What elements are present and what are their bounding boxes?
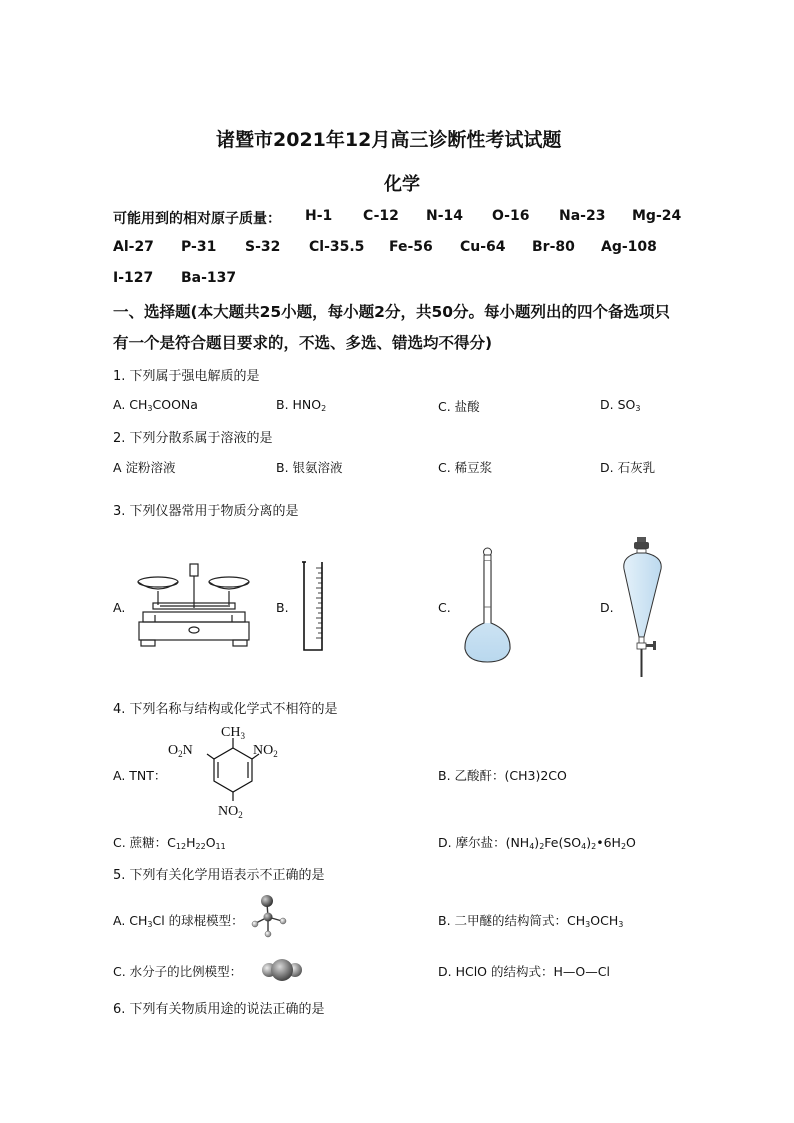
atomic-mass-item: Cu-64 [460, 239, 506, 255]
atomic-mass-item: Ag-108 [601, 239, 657, 255]
tnt-structure [165, 722, 290, 822]
question-5-stem: 5. 下列有关化学用语表示不正确的是 [113, 868, 325, 883]
section-heading-line1: 一、选择题(本大题共25小题，每小题2分，共50分。每小题列出的四个备选项只 [113, 303, 671, 321]
space-filling-model-icon [261, 956, 303, 984]
atomic-mass-item: Na-23 [559, 208, 606, 224]
q3-option-c-label: C. [438, 600, 451, 615]
q3-option-b-label: B. [276, 600, 289, 615]
q3-option-a-label: A. [113, 600, 126, 615]
atomic-mass-item: Fe-56 [389, 239, 433, 255]
graduated-cylinder-icon [300, 560, 326, 652]
volumetric-flask-icon [460, 545, 515, 665]
subject-title: 化学 [384, 174, 420, 195]
q5-option-c: C. 水分子的比例模型： [113, 964, 243, 979]
balance-scale-icon [135, 560, 260, 655]
q4-option-b: B. 乙酸酐：(CH3)2CO [438, 768, 567, 783]
atomic-mass-item: Mg-24 [632, 208, 682, 224]
q1-option-b: B. $HNO_2$ [276, 397, 327, 413]
question-1-stem: 1. 下列属于强电解质的是 [113, 369, 260, 384]
atomic-mass-item: N-14 [426, 208, 464, 224]
tnt-o2n-left-label: $O_2N$ [168, 743, 193, 759]
q5-option-d: D. HClO 的结构式：H—O—Cl [438, 964, 610, 979]
q5-option-a: A. $CH_3Cl$ 的球棍模型： [113, 913, 244, 929]
q1-option-c: C. 盐酸 [438, 399, 480, 414]
q2-option-b: B. 银氨溶液 [276, 460, 343, 475]
question-3-stem: 3. 下列仪器常用于物质分离的是 [113, 504, 299, 519]
exam-title: 诸暨市2021年12月高三诊断性考试试题 [216, 129, 562, 151]
q4-option-a: A. TNT： [113, 768, 167, 783]
atomic-mass-item: S-32 [245, 239, 281, 255]
tnt-no2-bottom-label: $NO_2$ [218, 804, 243, 820]
q2-option-d: D. 石灰乳 [600, 460, 656, 475]
q4-option-d: D. 摩尔盐：$(NH_4)_2Fe(SO_4)_2•6H_2O$ [438, 835, 636, 851]
atomic-mass-item: Br-80 [532, 239, 575, 255]
atomic-mass-item: O-16 [492, 208, 530, 224]
separatory-funnel-icon [620, 535, 665, 680]
question-4-stem: 4. 下列名称与结构或化学式不相符的是 [113, 702, 338, 717]
atomic-mass-item: Ba-137 [181, 270, 237, 286]
question-6-stem: 6. 下列有关物质用途的说法正确的是 [113, 1002, 325, 1017]
q2-option-c: C. 稀豆浆 [438, 460, 493, 475]
q3-option-d-label: D. [600, 600, 614, 615]
atomic-mass-item: P-31 [181, 239, 217, 255]
question-2-stem: 2. 下列分散系属于溶液的是 [113, 431, 273, 446]
atomic-mass-item: H-1 [305, 208, 333, 224]
tnt-ch3-label: $CH_3$ [221, 725, 245, 741]
atomic-mass-label: 可能用到的相对原子质量： [113, 211, 281, 227]
atomic-mass-item: C-12 [363, 208, 399, 224]
tnt-no2-right-label: $NO_2$ [253, 743, 278, 759]
atomic-mass-item: Al-27 [113, 239, 154, 255]
ball-and-stick-model-icon [248, 893, 290, 939]
q1-option-a: A. $CH_3COONa$ [113, 397, 198, 413]
section-heading-line2: 有一个是符合题目要求的，不选、多选、错选均不得分) [113, 334, 493, 352]
q5-option-b: B. 二甲醚的结构简式：$CH_3OCH_3$ [438, 913, 624, 929]
atomic-mass-item: I-127 [113, 270, 154, 286]
q4-option-c: C. 蔗糖：$C_{12}H_{22}O_{11}$ [113, 835, 226, 851]
atomic-mass-item: Cl-35.5 [309, 239, 365, 255]
q2-option-a: A 淀粉溶液 [113, 460, 176, 475]
q1-option-d: D. $SO_3$ [600, 397, 641, 413]
